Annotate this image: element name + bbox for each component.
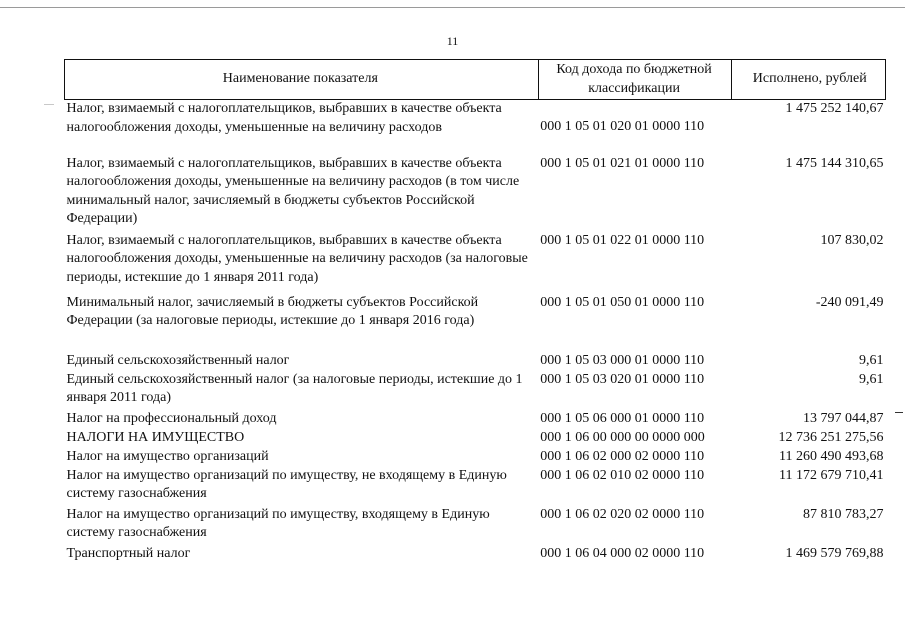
row-code: 000 1 06 02 000 02 0000 110 xyxy=(540,448,705,464)
row-code: 000 1 05 03 000 01 0000 110 xyxy=(540,352,705,368)
row-code: 000 1 05 01 020 01 0000 110 xyxy=(540,119,705,134)
row-name: Налог на профессиональный доход xyxy=(66,410,277,426)
table-row xyxy=(65,352,886,371)
row-name: Налог на имущество организаций по имуществу, входящему в Единую систему газоснабжения xyxy=(66,506,490,540)
row-value: 1 475 144 310,65 xyxy=(785,155,884,171)
row-value: -240 091,49 xyxy=(815,294,884,310)
scan-top-line xyxy=(0,7,905,8)
table-row xyxy=(65,155,886,232)
row-name: Налог на имущество организаций xyxy=(66,448,269,464)
row-value: 12 736 251 275,56 xyxy=(778,429,884,445)
table-row xyxy=(65,506,886,545)
row-code: 000 1 06 04 000 02 0000 110 xyxy=(540,545,705,561)
row-value: 1 469 579 769,88 xyxy=(785,545,884,561)
scan-left-mark xyxy=(44,104,54,105)
row-name: Единый сельскохозяйственный налог xyxy=(66,352,290,368)
row-name: Налог, взимаемый с налогоплательщиков, выбравших в качестве объекта налогообложения доходы, уменьшенные на величину расходов (в том числе минимальный налог, зачисляемый в бюджеты субъектов Российской Федерации) xyxy=(66,155,520,226)
row-name: Налог на имущество организаций по имуществу, не входящему в Единую систему газоснабжения xyxy=(66,467,507,501)
revenue-table xyxy=(64,59,886,564)
table-row xyxy=(65,232,886,294)
table-row xyxy=(65,467,886,506)
row-value: 11 172 679 710,41 xyxy=(779,467,884,483)
row-name: Минимальный налог, зачисляемый в бюджеты субъектов Российской Федерации (за налоговые периоды, истекшие до 1 января 2016 года) xyxy=(66,294,479,328)
scan-right-mark xyxy=(895,412,903,413)
table-row xyxy=(65,100,886,155)
row-code: 000 1 05 06 000 01 0000 110 xyxy=(540,410,705,426)
table-row xyxy=(65,429,886,448)
row-code: 000 1 06 00 000 00 0000 000 xyxy=(540,429,705,445)
row-value: 107 830,02 xyxy=(820,232,884,248)
row-code: 000 1 05 01 022 01 0000 110 xyxy=(540,232,705,248)
header-name: Наименование показателя xyxy=(65,60,539,100)
row-code: 000 1 05 01 021 01 0000 110 xyxy=(540,155,705,171)
row-name: Налог, взимаемый с налогоплательщиков, выбравших в качестве объекта налогообложения доходы, уменьшенные на величину расходов xyxy=(66,101,502,135)
table-row xyxy=(65,294,886,352)
table-row xyxy=(65,371,886,410)
row-code: 000 1 05 03 020 01 0000 110 xyxy=(540,371,705,387)
row-value: 13 797 044,87 xyxy=(803,410,884,426)
row-value: 9,61 xyxy=(859,371,884,387)
row-value: 11 260 490 493,68 xyxy=(779,448,884,464)
row-code: 000 1 06 02 020 02 0000 110 xyxy=(540,506,705,522)
table-header-row xyxy=(65,60,886,100)
row-name: Единый сельскохозяйственный налог (за налоговые периоды, истекшие до 1 января 2011 года) xyxy=(66,371,523,405)
table-row xyxy=(65,410,886,429)
row-value: 9,61 xyxy=(859,352,884,368)
row-name: Транспортный налог xyxy=(66,545,191,561)
header-value: Исполнено, рублей xyxy=(732,60,886,100)
row-name: НАЛОГИ НА ИМУЩЕСТВО xyxy=(66,429,245,445)
header-code: Код дохода по бюджетной классификации xyxy=(538,60,732,100)
table-row xyxy=(65,545,886,564)
row-name: Налог, взимаемый с налогоплательщиков, выбравших в качестве объекта налогообложения доходы, уменьшенные на величину расходов (за налоговые периоды, истекшие до 1 января 2011 года) xyxy=(66,232,528,285)
row-code: 000 1 06 02 010 02 0000 110 xyxy=(540,467,705,483)
row-code: 000 1 05 01 050 01 0000 110 xyxy=(540,294,705,310)
row-value: 1 475 252 140,67 xyxy=(785,101,884,116)
page-number: 11 xyxy=(446,34,459,48)
row-value: 87 810 783,27 xyxy=(803,506,884,522)
table-row xyxy=(65,448,886,467)
